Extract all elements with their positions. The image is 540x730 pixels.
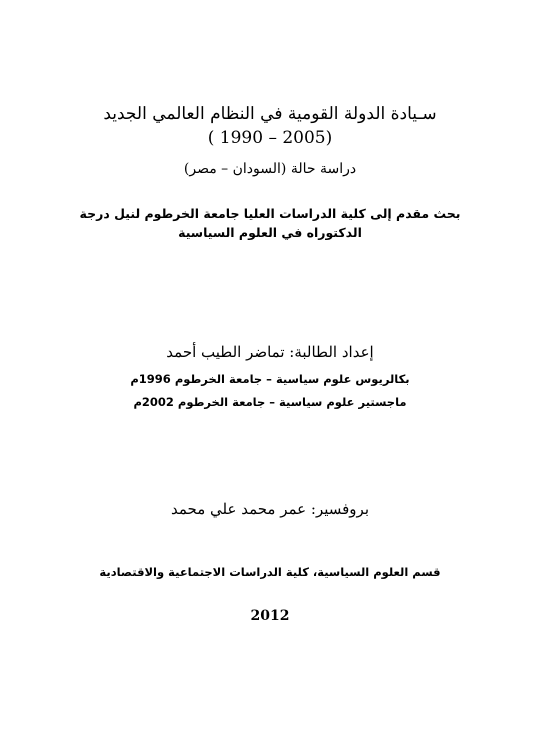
degree-master: ماجستير علوم سياسية – جامعة الخرطوم 2002م [133, 395, 407, 409]
case-study-subtitle: دراسة حالة (السودان – مصر) [183, 161, 357, 177]
department: قسم العلوم السياسية، كلية الدراسات الاجتماعية والاقتصادية [99, 565, 441, 579]
thesis-years: ( 1990 – 2005) [207, 128, 333, 148]
supervisor: بروفسير: عمر محمد علي محمد [170, 500, 370, 518]
thesis-title: سـيادة الدولة القومية في النظام العالمي الجديد [103, 104, 437, 124]
thesis-purpose: بحث مقدم إلى كلية الدراسات العليا جامعة الخرطوم لنيل درجة الدكتوراه في العلوم السياسية [79, 206, 461, 240]
publication-year: 2012 [250, 608, 290, 624]
prepared-by: إعداد الطالبة: تماضر الطيب أحمد [166, 343, 374, 361]
degree-bachelor: بكالريوس علوم سياسية – جامعة الخرطوم 1996م [130, 372, 410, 386]
